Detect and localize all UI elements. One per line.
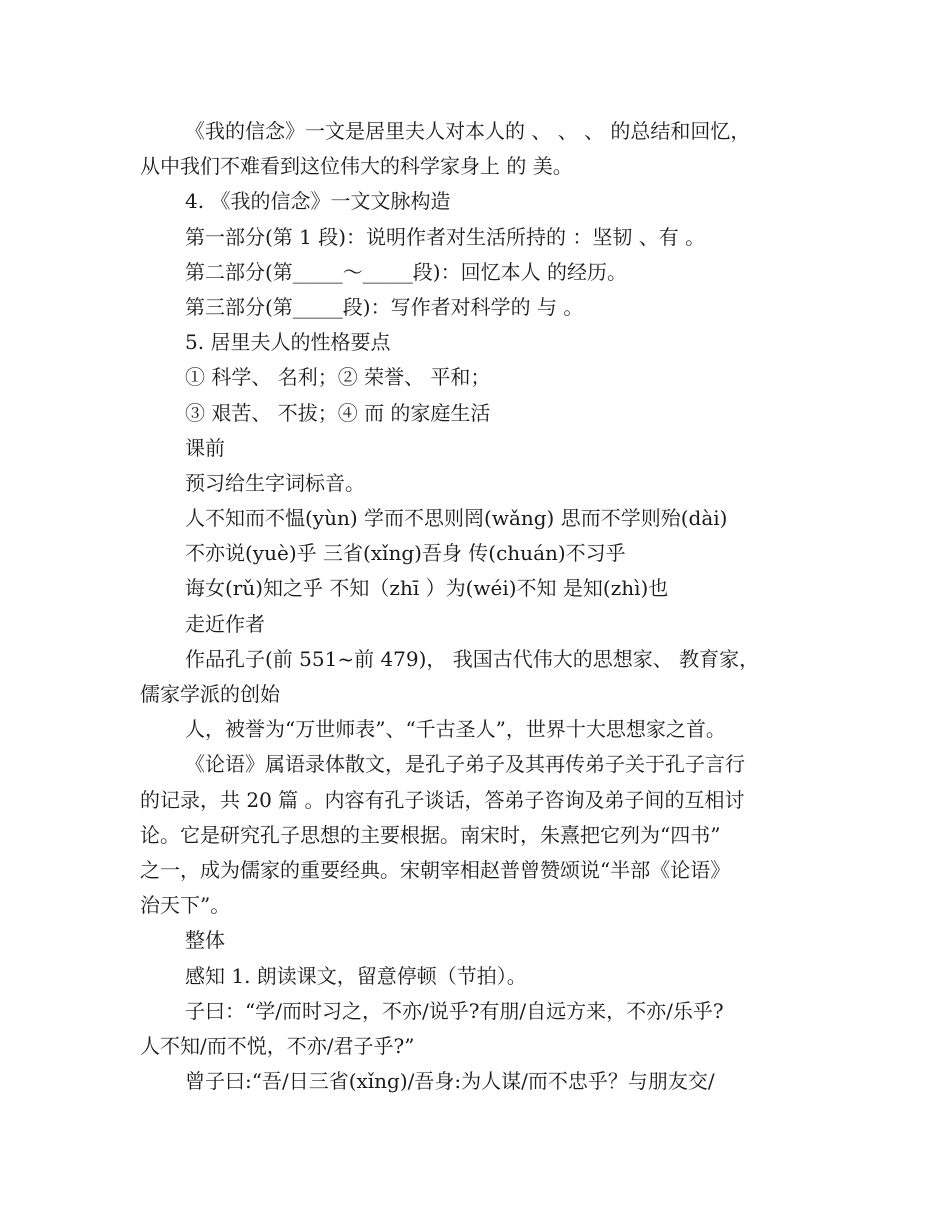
section-heading: 5. 居里夫人的性格要点 [185,330,391,355]
text-line: 感知 1. 朗读课文，留意停顿（节拍）。 [185,963,527,988]
text-line: ③ 艰苦、 不拔；④ 而 的家庭生活 [185,400,491,425]
text-line: ① 科学、 名利；② 荣誉、 平和； [185,365,491,390]
text-line: 人，被誉为“万世师表”、“千古圣人”，世界十大思想家之首。 [185,717,726,742]
text-line: 第三部分(第_____段)：写作者对科学的 与 。 [185,294,584,319]
section-heading: 整体 [185,928,225,953]
text-line: 人不知而不愠(yùn) 学而不思则罔(wǎng) 思而不学则殆(dài) [185,506,728,531]
text-line: 曾子曰:“吾/日三省(xǐng)/吾身:为人谋/而不忠乎？与朋友交/ [185,1069,715,1094]
text-line: 第一部分(第 1 段)：说明作者对生活所持的 ：坚韧 、有 。 [185,224,706,249]
text-line: 作品孔子(前 551~前 479)， 我国古代伟大的思想家、 教育家， [185,646,760,671]
text-line: 《我的信念》一文是居里夫人对本人的 、 、 、 的总结和回忆， [185,119,751,143]
section-heading: 4. 《我的信念》一文文脉构造 [185,189,451,214]
text-line: 不亦说(yuè)乎 三省(xǐng)吾身 传(chuán)不习乎 [185,541,626,566]
text-line: 之一，成为儒家的重要经典。宋朝宰相赵普曾赞颂说“半部《论语》 [140,857,731,882]
text-line: 预习给生字词标音。 [185,470,365,495]
document-body [140,114,825,1099]
text-line: 从中我们不难看到这位伟大的科学家身上 的 美。 [140,154,573,179]
text-line: 人不知/而不悦，不亦/君子乎?” [140,1033,415,1058]
text-line: 论。它是研究孔子思想的主要根据。南宋时，朱熹把它列为“四书” [140,822,721,847]
text-line: 儒家学派的创始 [140,682,280,706]
text-line: 第二部分(第_____～_____段)：回忆本人 的经历。 [185,259,627,284]
text-line: 的记录，共 20 篇 。内容有孔子谈话，答弟子咨询及弟子间的互相讨 [140,787,745,812]
text-line: 治天下”。 [140,893,231,918]
section-heading: 课前 [185,435,225,460]
section-heading: 走近作者 [185,611,265,636]
text-line: 《论语》属语录体散文，是孔子弟子及其再传弟子关于孔子言行 [185,752,745,777]
text-line: 子曰：“学/而时习之，不亦/说乎?有朋/自远方来，不亦/乐乎? [185,998,724,1023]
text-line: 诲女(rǔ)知之乎 不知（zhī ）为(wéi)不知 是知(zhì)也 [185,576,669,601]
